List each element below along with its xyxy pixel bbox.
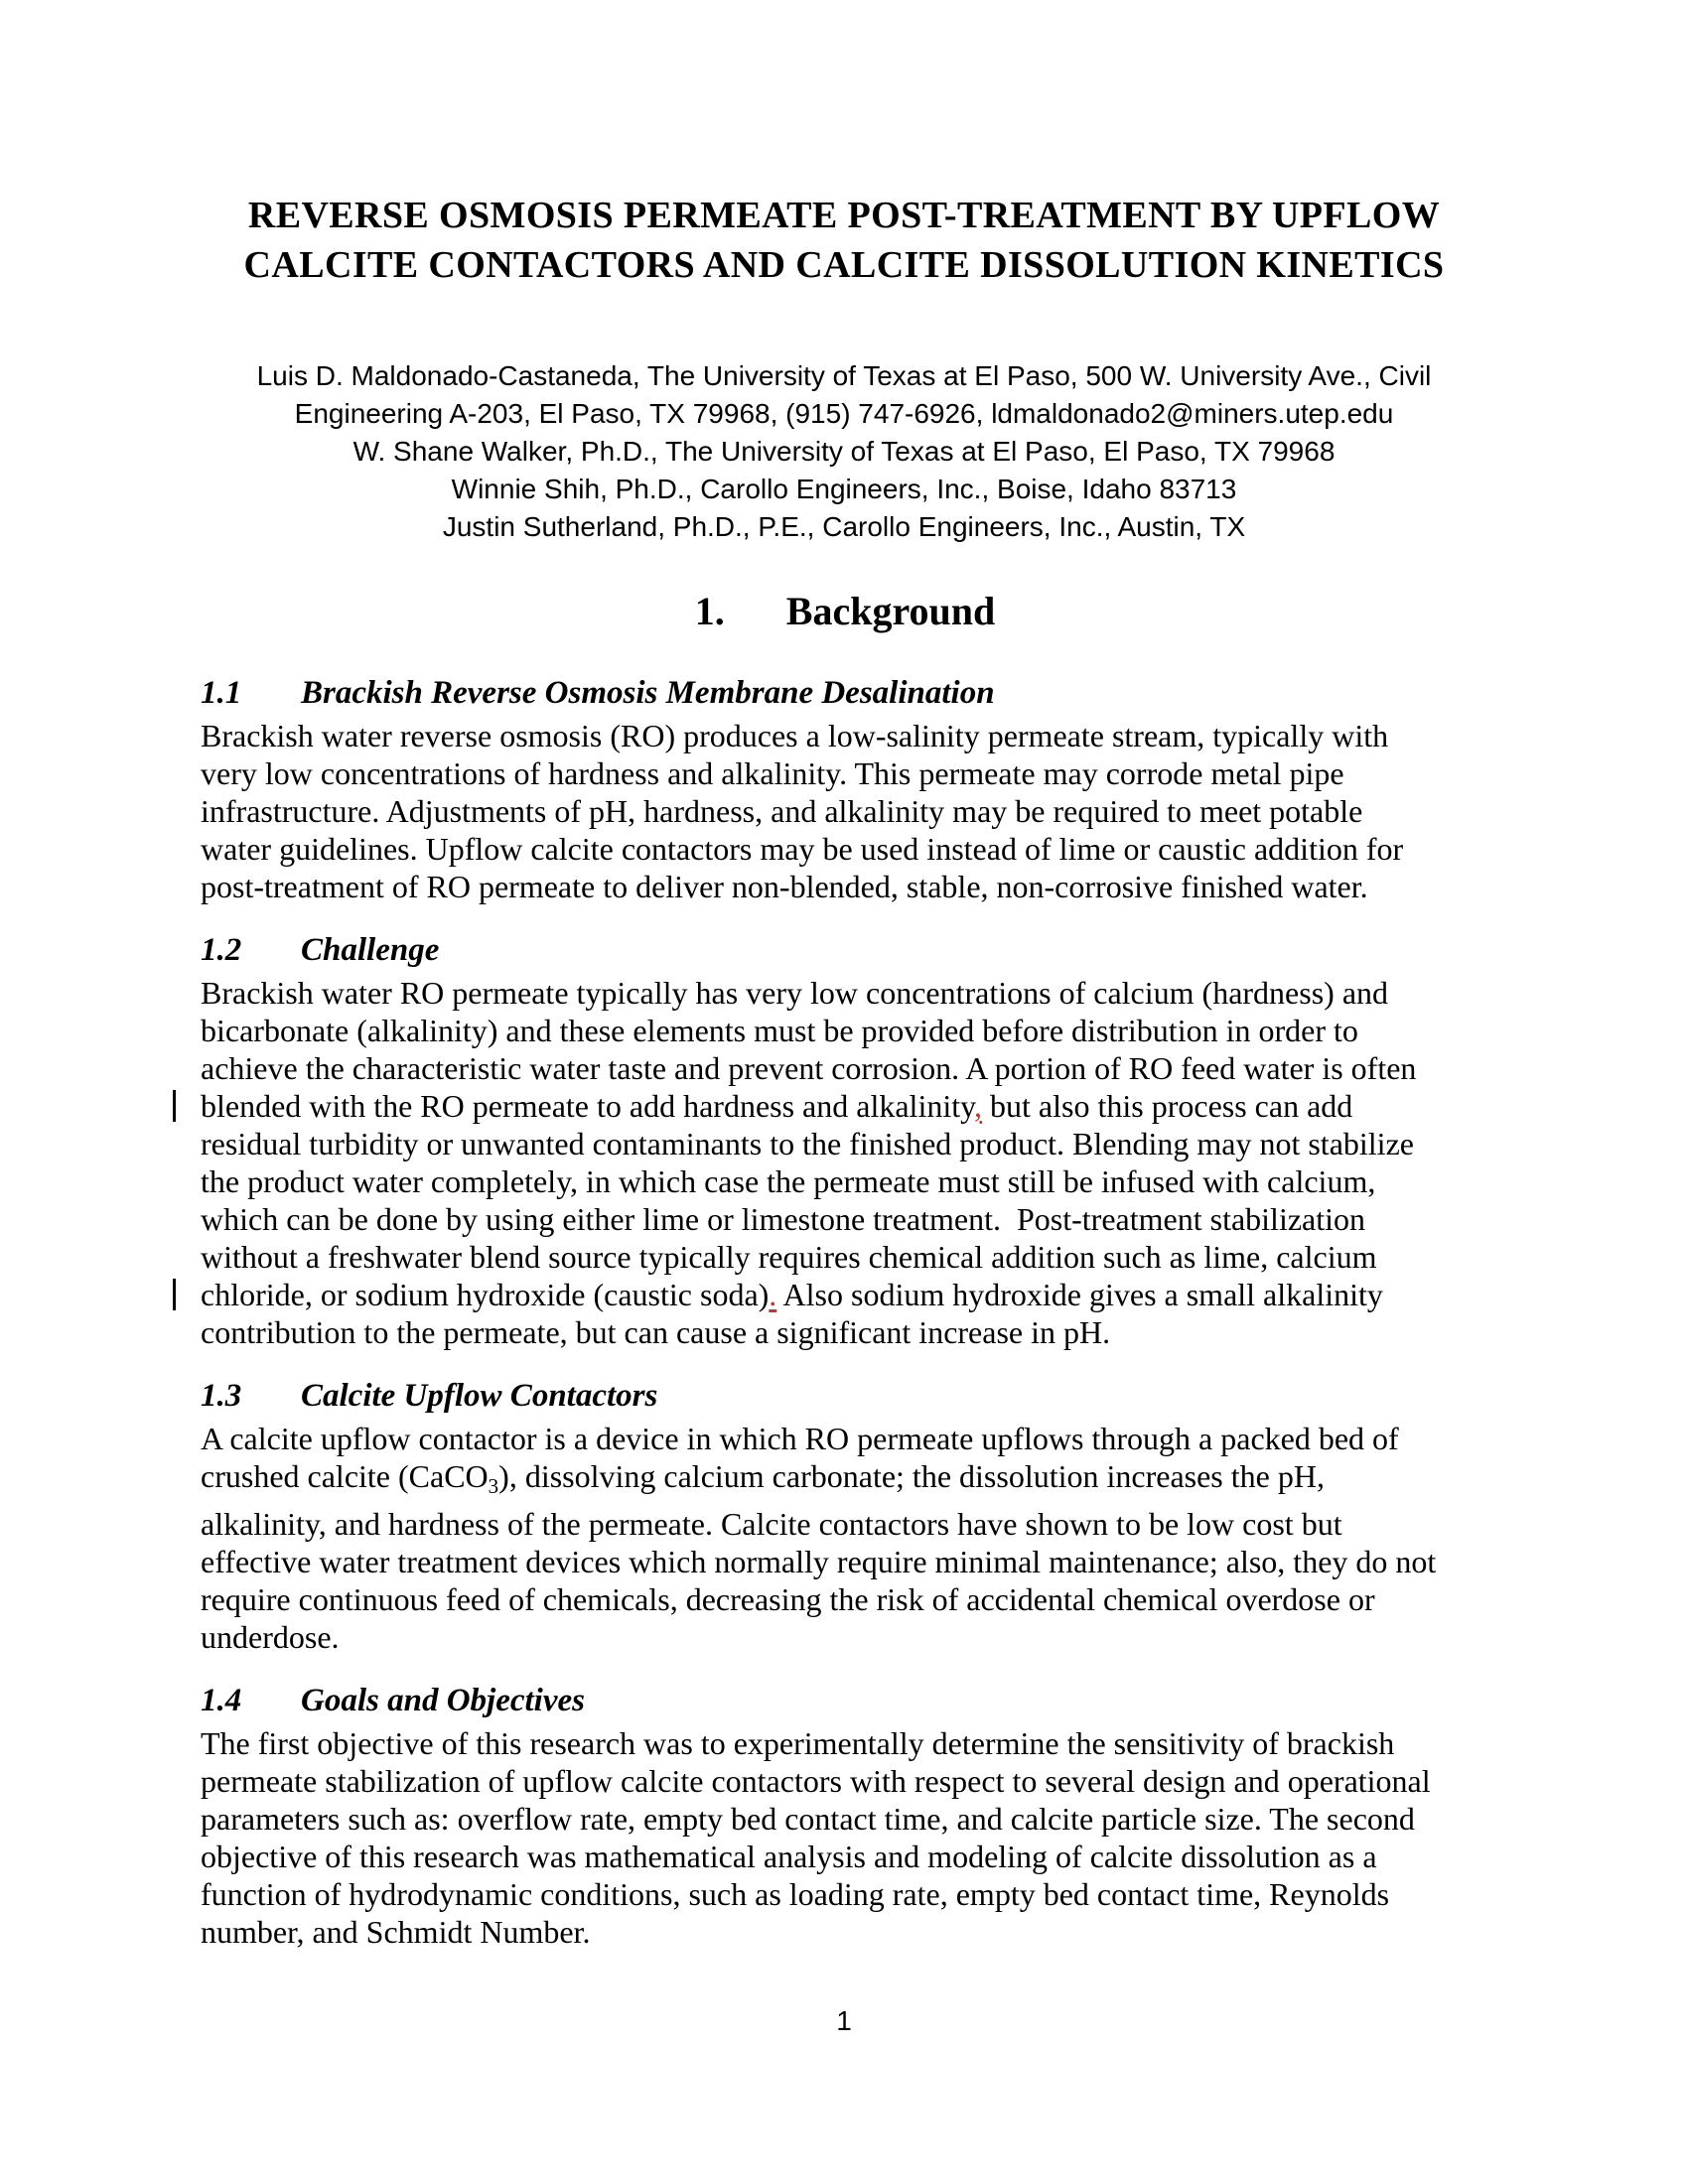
text-line: [201, 1125, 1489, 1162]
section-paragraph: [201, 1724, 1489, 1951]
author-line-2: Engineering A-203, El Paso, TX 79968, (915) 747-6926, ldmaldonado2@miners.utep.edu: [294, 398, 1394, 429]
section-paragraph: [201, 717, 1489, 905]
text-line: [201, 1276, 1489, 1313]
text-segment: infrastructure. Adjustments of pH, hardness, and alkalinity may be required to meet potable: [201, 793, 1363, 829]
text-line: [201, 1762, 1489, 1800]
section-heading-title: Challenge: [301, 932, 440, 968]
text-line: [201, 1800, 1489, 1838]
tracked-change-bar: [173, 1090, 176, 1122]
text-line: [201, 974, 1489, 1012]
chapter-heading: [201, 588, 1489, 635]
document-body: [0, 588, 1688, 1951]
text-line: [201, 1505, 1489, 1543]
text-segment: effective water treatment devices which normally require minimal maintenance; also, they do not: [201, 1544, 1437, 1579]
section-heading-number: 1.3: [201, 1378, 242, 1414]
text-line: [201, 1313, 1489, 1351]
section-paragraph: [201, 974, 1489, 1351]
page-number: 1: [836, 2005, 852, 2036]
text-segment: without a freshwater blend source typically requires chemical addition such as lime, calcium: [201, 1239, 1377, 1275]
text-segment: blended with the RO permeate to add hardness and alkalinity: [201, 1088, 975, 1124]
section-1.4: [201, 1682, 1489, 1951]
subscript-text: 3: [488, 1474, 499, 1498]
section-heading-number: 1.4: [201, 1683, 242, 1718]
text-line: [201, 1012, 1489, 1049]
section-heading-title: Goals and Objectives: [301, 1683, 585, 1718]
text-line: [201, 1875, 1489, 1913]
text-line: [201, 1838, 1489, 1875]
text-line: [201, 792, 1489, 830]
text-line: [201, 1913, 1489, 1951]
section-1.1: [201, 674, 1489, 905]
text-line: [201, 1618, 1489, 1656]
text-line: [201, 1724, 1489, 1762]
paper-title: [0, 0, 1688, 290]
section-heading: [201, 1682, 1489, 1719]
section-heading: [201, 931, 1489, 969]
author-block: [0, 357, 1688, 546]
text-segment: bicarbonate (alkalinity) and these elements must be provided before distribution in order to: [201, 1013, 1358, 1048]
section-paragraph: [201, 1420, 1489, 1656]
text-line: [201, 830, 1489, 868]
text-line: [201, 1087, 1489, 1125]
text-segment: Brackish water reverse osmosis (RO) produces a low-salinity permeate stream, typically with: [201, 718, 1389, 753]
text-segment: contribution to the permeate, but can cause a significant increase in pH.: [201, 1314, 1111, 1350]
text-segment: function of hydrodynamic conditions, such as loading rate, empty bed contact time, Reynolds: [201, 1876, 1390, 1912]
text-line: [201, 1457, 1489, 1505]
section-heading-title: Calcite Upflow Contactors: [301, 1378, 658, 1414]
text-segment: parameters such as: overflow rate, empty bed contact time, and calcite particle size. The second: [201, 1801, 1415, 1837]
section-heading-number: 1.2: [201, 932, 242, 968]
author-line-5: Justin Sutherland, Ph.D., P.E., Carollo Engineers, Inc., Austin, TX: [442, 511, 1246, 542]
author-line-4: Winnie Shih, Ph.D., Carollo Engineers, Inc., Boise, Idaho 83713: [451, 474, 1237, 504]
text-segment: underdose.: [201, 1619, 340, 1655]
text-segment: permeate stabilization of upflow calcite contactors with respect to several design and operational: [201, 1763, 1431, 1799]
paper-title-line-2: CALCITE CONTACTORS AND CALCITE DISSOLUTION KINETICS: [243, 244, 1445, 286]
text-line: [201, 1200, 1489, 1238]
section-1.2: [201, 931, 1489, 1351]
text-line: [201, 1420, 1489, 1457]
text-segment: post-treatment of RO permeate to deliver non-blended, stable, non-corrosive finished water.: [201, 869, 1368, 904]
author-line-3: W. Shane Walker, Ph.D., The University of Texas at El Paso, El Paso, TX 79968: [352, 436, 1336, 467]
section-heading-title: Brackish Reverse Osmosis Membrane Desalination: [301, 675, 995, 711]
chapter-heading-text: Background: [785, 589, 996, 633]
text-line: [201, 1049, 1489, 1087]
text-segment: water guidelines. Upflow calcite contactors may be used instead of lime or caustic addition for: [201, 831, 1404, 867]
tracked-change-bar: [173, 1279, 176, 1310]
text-line: [201, 1238, 1489, 1276]
text-line: [201, 1580, 1489, 1618]
section-heading: [201, 674, 1489, 712]
text-segment: objective of this research was mathematical analysis and modeling of calcite dissolution as a: [201, 1839, 1377, 1874]
text-segment: A calcite upflow contactor is a device in which RO permeate upflows through a packed bed of: [201, 1421, 1399, 1456]
text-line: [201, 717, 1489, 754]
text-segment: achieve the characteristic water taste and prevent corrosion. A portion of RO feed water is often: [201, 1050, 1417, 1086]
tracked-insertion: .: [769, 1277, 777, 1312]
text-segment: but also this process can add: [982, 1088, 1353, 1124]
text-segment: Also sodium hydroxide gives a small alkalinity: [776, 1277, 1383, 1312]
text-segment: the product water completely, in which case the permeate must still be infused with calcium,: [201, 1163, 1376, 1199]
text-segment: number, and Schmidt Number.: [201, 1914, 591, 1950]
tracked-insertion: ,: [974, 1088, 983, 1124]
author-line-1: Luis D. Maldonado-Castaneda, The University of Texas at El Paso, 500 W. University Ave., Civil: [256, 360, 1432, 391]
text-segment: ), dissolving calcium carbonate; the dissolution increases the pH,: [498, 1458, 1325, 1494]
text-segment: alkalinity, and hardness of the permeate. Calcite contactors have shown to be low cost but: [201, 1506, 1342, 1542]
chapter-heading-number: 1.: [694, 589, 725, 633]
section-1.3: [201, 1377, 1489, 1656]
text-segment: which can be done by using either lime or limestone treatment. Post-treatment stabilization: [201, 1201, 1366, 1237]
text-segment: very low concentrations of hardness and alkalinity. This permeate may corrode metal pipe: [201, 755, 1344, 791]
text-line: [201, 754, 1489, 792]
text-line: [201, 1543, 1489, 1580]
text-line: [201, 868, 1489, 905]
text-segment: crushed calcite (CaCO: [201, 1458, 489, 1494]
sections-container: [201, 674, 1489, 1951]
text-segment: The first objective of this research was to experimentally determine the sensitivity of brackish: [201, 1725, 1395, 1761]
section-heading-number: 1.1: [201, 675, 242, 711]
paper-title-line-1: REVERSE OSMOSIS PERMEATE POST-TREATMENT BY UPFLOW: [247, 195, 1441, 236]
text-line: [201, 1162, 1489, 1200]
text-segment: residual turbidity or unwanted contaminants to the finished product. Blending may not stabilize: [201, 1126, 1414, 1161]
text-segment: require continuous feed of chemicals, decreasing the risk of accidental chemical overdose or: [201, 1581, 1375, 1617]
text-segment: chloride, or sodium hydroxide (caustic soda): [201, 1277, 770, 1312]
section-heading: [201, 1377, 1489, 1415]
text-segment: Brackish water RO permeate typically has very low concentrations of calcium (hardness) and: [201, 975, 1389, 1011]
